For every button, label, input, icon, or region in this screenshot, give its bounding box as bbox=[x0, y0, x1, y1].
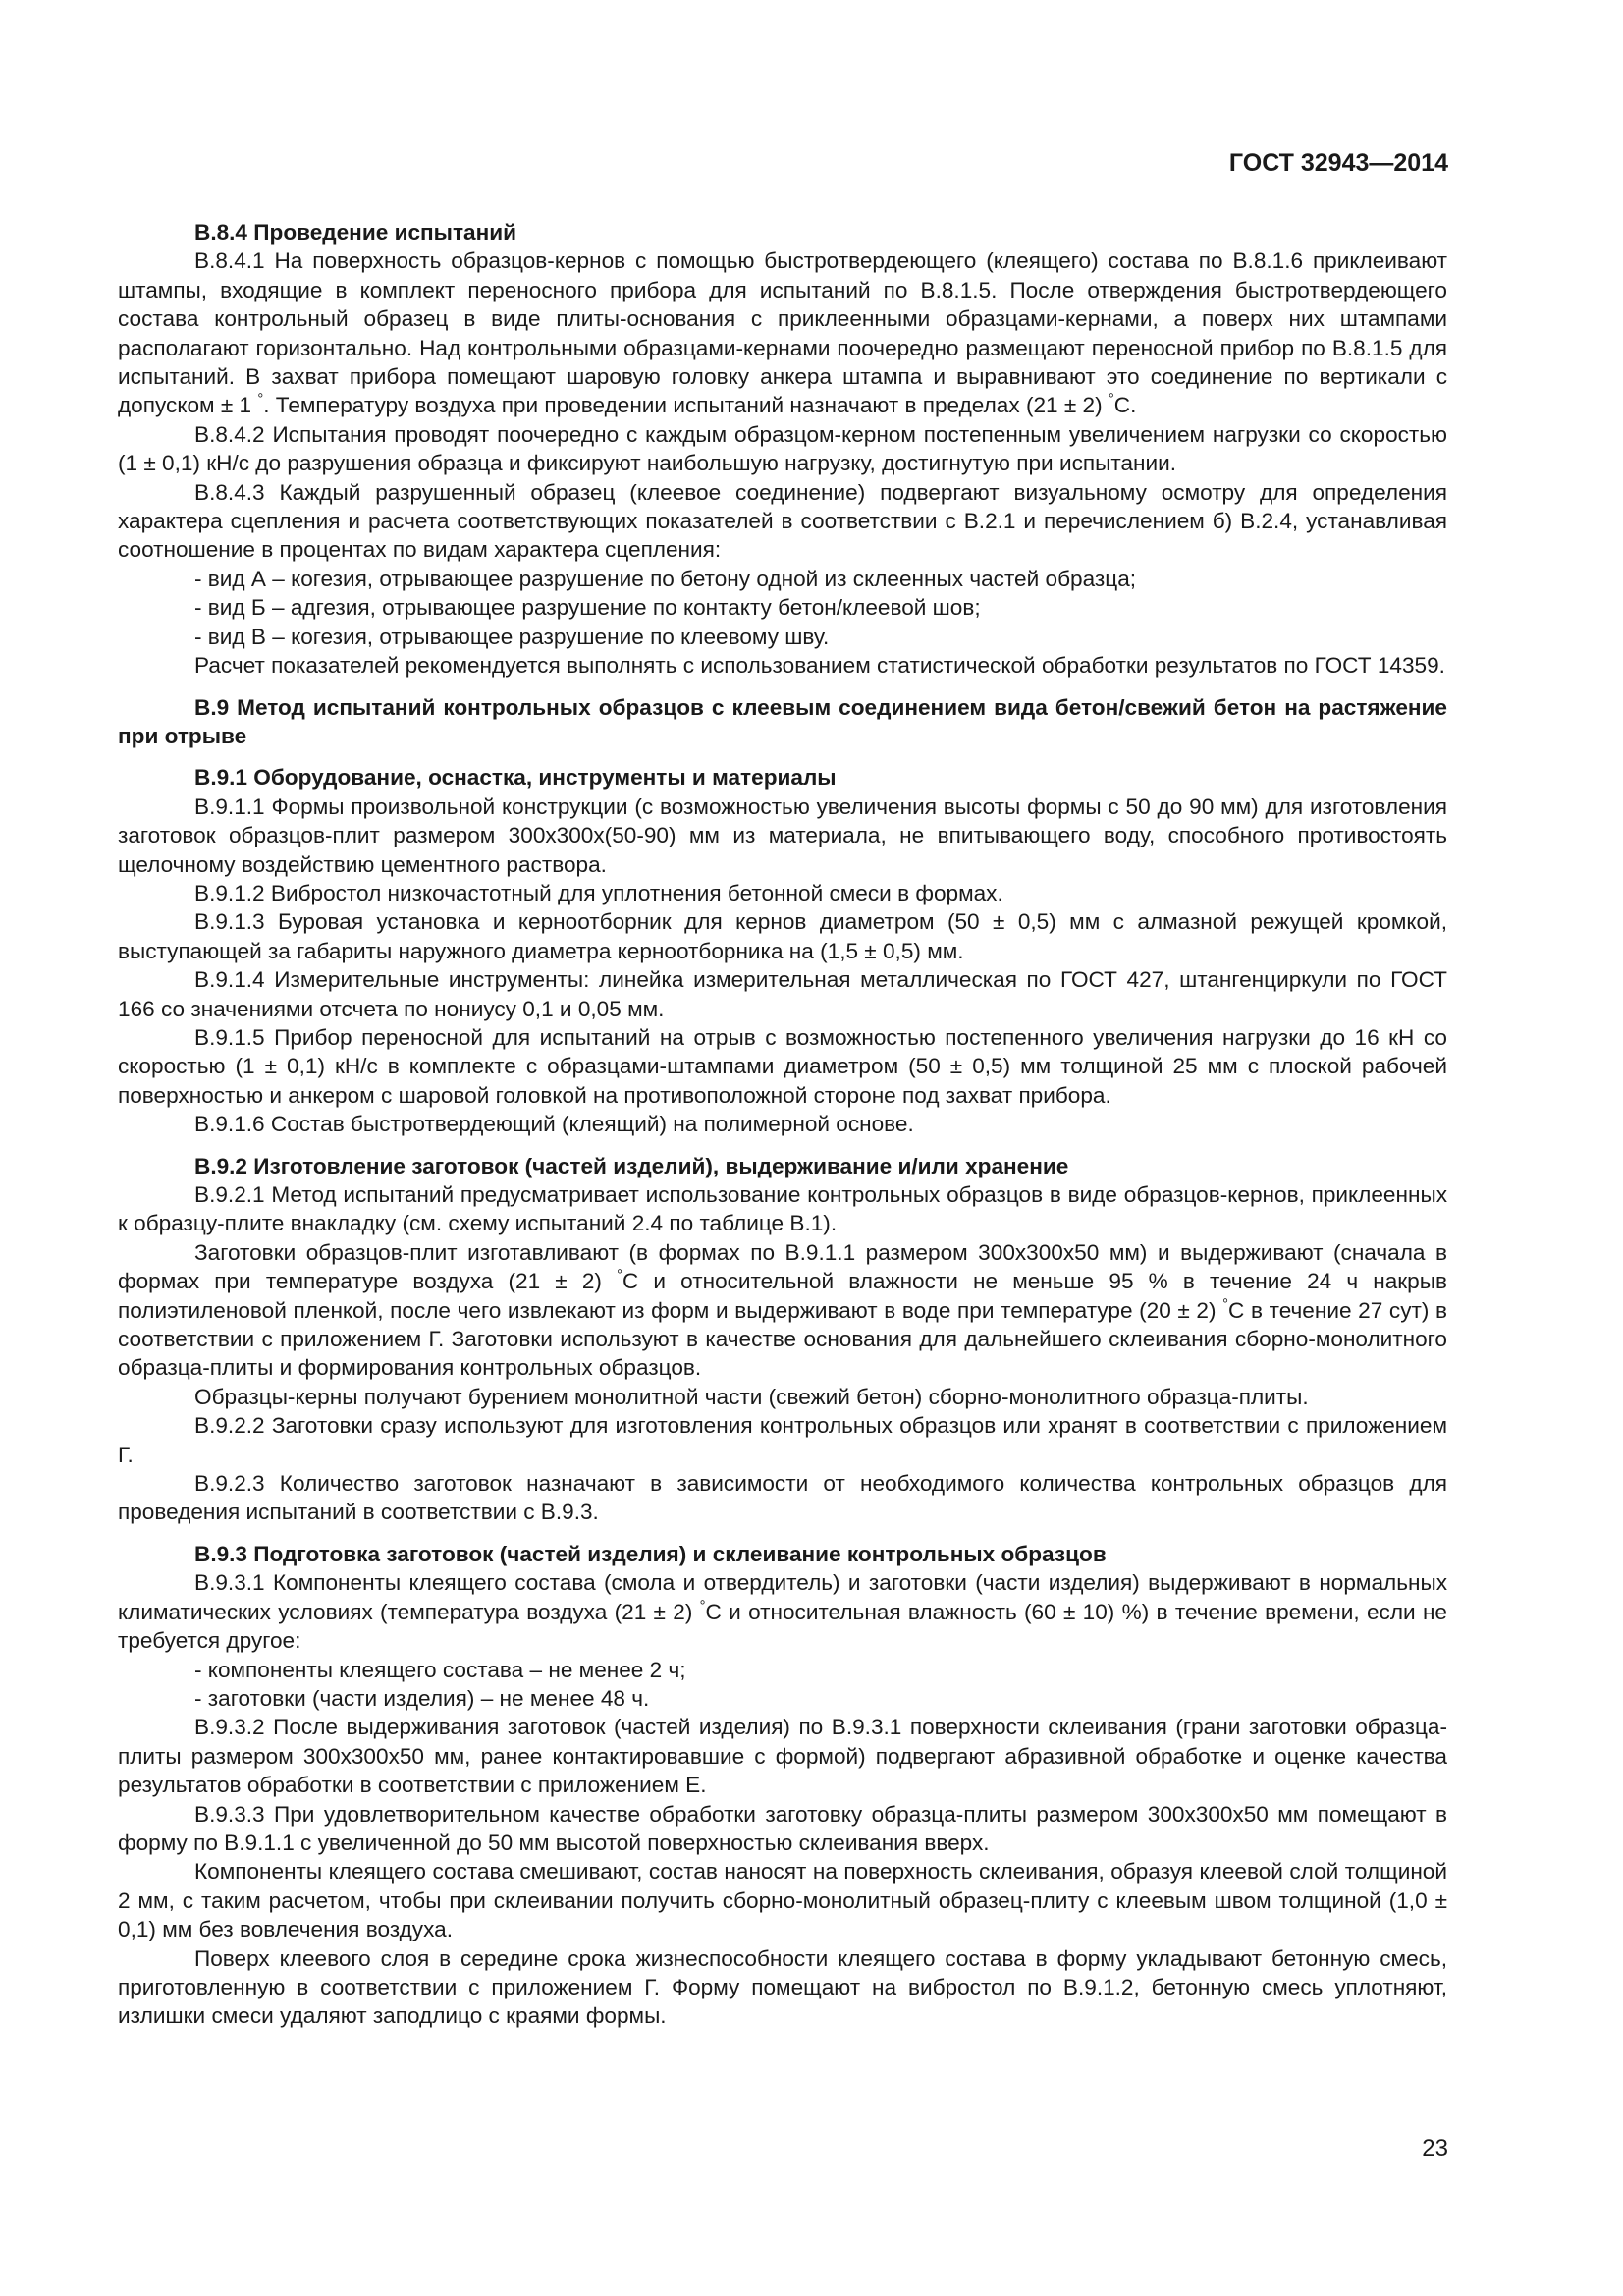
list-item: - вид Б – адгезия, отрывающее разрушение по контакту бетон/клеевой шов; bbox=[194, 595, 981, 621]
paragraph-b841 bbox=[118, 246, 1447, 419]
paragraph-b913: В.9.1.3 Буровая установка и керноотборник для кернов диаметром (50 ± 0,5) мм с алмазной режущей кромкой, выступающей за габариты наружного диаметра керноотборника на (1,5 ± 0,5) мм. bbox=[118, 909, 1447, 963]
paragraph-b922: В.9.2.2 Заготовки сразу используют для изготовления контрольных образцов или хранят в соответствии с приложением Г. bbox=[118, 1413, 1447, 1467]
list-item: - заготовки (части изделия) – не менее 48 ч. bbox=[194, 1685, 650, 1711]
section-heading-b91: В.9.1 Оборудование, оснастка, инструменты и материалы bbox=[194, 765, 837, 791]
paragraph-text: С и относительная влажность (60 ± 10) %) в течение времени, если не требуется другое: bbox=[118, 1599, 1447, 1654]
paragraph-b932: В.9.3.2 После выдерживания заготовок (частей изделия) по В.9.3.1 поверхности склеивания (грани заготовки образца-плиты размером 300х300х50 мм, ранее контактировавшие с формой) подвергают абразивной обработке и оценке качества результатов обработки в соответствии с приложением Е. bbox=[118, 1715, 1447, 1798]
degree-sign: ° bbox=[1222, 1296, 1229, 1313]
paragraph-b911: В.9.1.1 Формы произвольной конструкции (с возможностью увеличения высоты формы с 50 до 90 мм) для изготовления заготовок образцов-плит размером 300х300х(50-90) мм из материала, не впитывающего воду, способного противостоять щелочному воздействию цементного раствора. bbox=[118, 793, 1447, 877]
paragraph-adhesive: Компоненты клеящего состава смешивают, состав наносят на поверхность склеивания, образуя клеевой слой толщиной 2 мм, с таким расчетом, чтобы при склеивании получить сборно-монолитный образец-плиту с клеевым швом толщиной (1,0 ± 0,1) мм без вовлечения воздуха. bbox=[118, 1859, 1447, 1942]
paragraph-concrete: Поверх клеевого слоя в середине срока жизнеспособности клеящего состава в форму укладывают бетонную смесь, приготовленную в соответствии с приложением Г. Форму помещают на вибростол по В.9.1.2, бетонную смесь уплотняют, излишки смеси удаляют заподлицо с краями формы. bbox=[118, 1945, 1447, 2029]
paragraph-text: . Температуру воздуха при проведении испытаний назначают в пределах (21 ± 2) bbox=[263, 393, 1103, 418]
degree-sign: ° bbox=[257, 391, 264, 408]
paragraph-b931 bbox=[118, 1568, 1447, 1655]
section-heading-b92: В.9.2 Изготовление заготовок (частей изделий), выдерживание и/или хранение bbox=[194, 1153, 1069, 1178]
paragraph-b916: В.9.1.6 Состав быстротвердеющий (клеящий) на полимерной основе. bbox=[194, 1112, 914, 1137]
degree-sign: ° bbox=[1108, 391, 1114, 408]
paragraph-b915: В.9.1.5 Прибор переносной для испытаний на отрыв с возможностью постепенного увеличения нагрузки до 16 кН со скоростью (1 ± 0,1) кН/с в комплекте с образцами-штампами диаметром (50 ± 0,5) мм толщиной 25 мм с плоской рабочей поверхностью и анкером с шаровой головкой на противоположной стороне под захват прибора. bbox=[118, 1024, 1447, 1108]
page-number: 23 bbox=[1422, 2135, 1448, 2161]
paragraph-text: В.9.3.1 Компоненты клеящего состава (смола и отвердитель) и заготовки (части изделия) выдерживают в нормальных климатических условиях (температура воздуха (21 ± 2) bbox=[118, 1570, 1447, 1624]
section-heading-b93: В.9.3 Подготовка заготовок (частей изделия) и склеивание контрольных образцов bbox=[194, 1541, 1107, 1566]
paragraph-calculation-note: Расчет показателей рекомендуется выполнять с использованием статистической обработки результатов по ГОСТ 14359. bbox=[194, 653, 1445, 679]
paragraph-b933: В.9.3.3 При удовлетворительном качестве обработки заготовку образца-плиты размером 300х300х50 мм помещают в форму по В.9.1.1 с увеличенной до 50 мм высотой поверхностью склеивания вверх. bbox=[118, 1801, 1447, 1855]
paragraph-cores: Образцы-керны получают бурением монолитной части (свежий бетон) сборно-монолитного образца-плиты. bbox=[194, 1384, 1309, 1409]
paragraph-b914: В.9.1.4 Измерительные инструменты: линейка измерительная металлическая по ГОСТ 427, штангенциркули по ГОСТ 166 со значениями отсчета по нониусу 0,1 и 0,05 мм. bbox=[118, 967, 1447, 1021]
paragraph-text: С в течение 27 сут) в соответствии с приложением Г. Заготовки используют в качестве основания для дальнейшего склеивания сборно-монолитного образца-плиты и формирования контрольных образцов. bbox=[118, 1297, 1448, 1381]
list-item: - вид А – когезия, отрывающее разрушение по бетону одной из склеенных частей образца; bbox=[194, 566, 1137, 591]
paragraph-b843: В.8.4.3 Каждый разрушенный образец (клеевое соединение) подвергают визуальному осмотру для определения характера сцепления и расчета соответствующих показателей в соответствии с В.2.1 и перечислением б) В.2.4, устанавливая соотношение в процентах по видам характера сцепления: bbox=[118, 479, 1447, 563]
list-item: - компоненты клеящего состава – не менее 2 ч; bbox=[194, 1657, 686, 1682]
document-code-header: ГОСТ 32943—2014 bbox=[1228, 149, 1448, 177]
paragraph-text: С. bbox=[1113, 393, 1137, 418]
degree-sign: ° bbox=[617, 1267, 622, 1284]
paragraph-b912: В.9.1.2 Вибростол низкочастотный для уплотнения бетонной смеси в формах. bbox=[194, 880, 1003, 905]
list-item: - вид В – когезия, отрывающее разрушение по клеевому шву. bbox=[194, 624, 830, 649]
paragraph-b921: В.9.2.1 Метод испытаний предусматривает использование контрольных образцов в виде образцов-кернов, приклеенных к образцу-плите внакладку (см. схему испытаний 2.4 по таблице В.1). bbox=[118, 1182, 1447, 1236]
document-body bbox=[118, 218, 1447, 2031]
paragraph-text: Заготовки образцов-плит изготавливают (в формах по В.9.1.1 размером 300х300х50 мм) и выдерживают (сначала в формах при температуре воздуха (21 ± 2) bbox=[118, 1239, 1447, 1294]
paragraph-b842: В.8.4.2 Испытания проводят поочередно с каждым образцом-керном постепенным увеличением нагрузки со скоростью (1 ± 0,1) кН/с до разрушения образца и фиксируют наибольшую нагрузку, достигнутую при испытании. bbox=[118, 421, 1447, 476]
paragraph-text: С и относительной влажности не меньше 95 % в течение 24 ч накрыв полиэтиленовой пленкой, после чего извлекают из форм и выдерживают в воде при температуре (20 ± 2) bbox=[118, 1269, 1447, 1323]
paragraph-b923: В.9.2.3 Количество заготовок назначают в зависимости от необходимого количества контрольных образцов для проведения испытаний в соответствии с В.9.3. bbox=[118, 1471, 1447, 1525]
section-heading-b84: В.8.4 Проведение испытаний bbox=[194, 220, 517, 245]
paragraph-text: В.8.4.1 На поверхность образцов-кернов с помощью быстротвердеющего (клеящего) состава по В.8.1.6 приклеивают штампы, входящие в комплект переносного прибора для испытаний по В.8.1.5. После отверждения быстротвердеющего состава контрольный образец в виде плиты-основания с приклеенными образцами-кернами, а поверх них штампами располагают горизонтально. Над контрольными образцами-кернами поочередно размещают переносной прибор по В.8.1.5 для испытаний. В захват прибора помещают шаровую головку анкера штампа и выравнивают это соединение по вертикали с допуском ± 1 bbox=[118, 248, 1447, 418]
paragraph-blanks bbox=[118, 1238, 1447, 1383]
degree-sign: ° bbox=[699, 1598, 706, 1614]
section-heading-b9: В.9 Метод испытаний контрольных образцов с клеевым соединением вида бетон/свежий бетон на растяжение при отрыве bbox=[118, 694, 1447, 748]
